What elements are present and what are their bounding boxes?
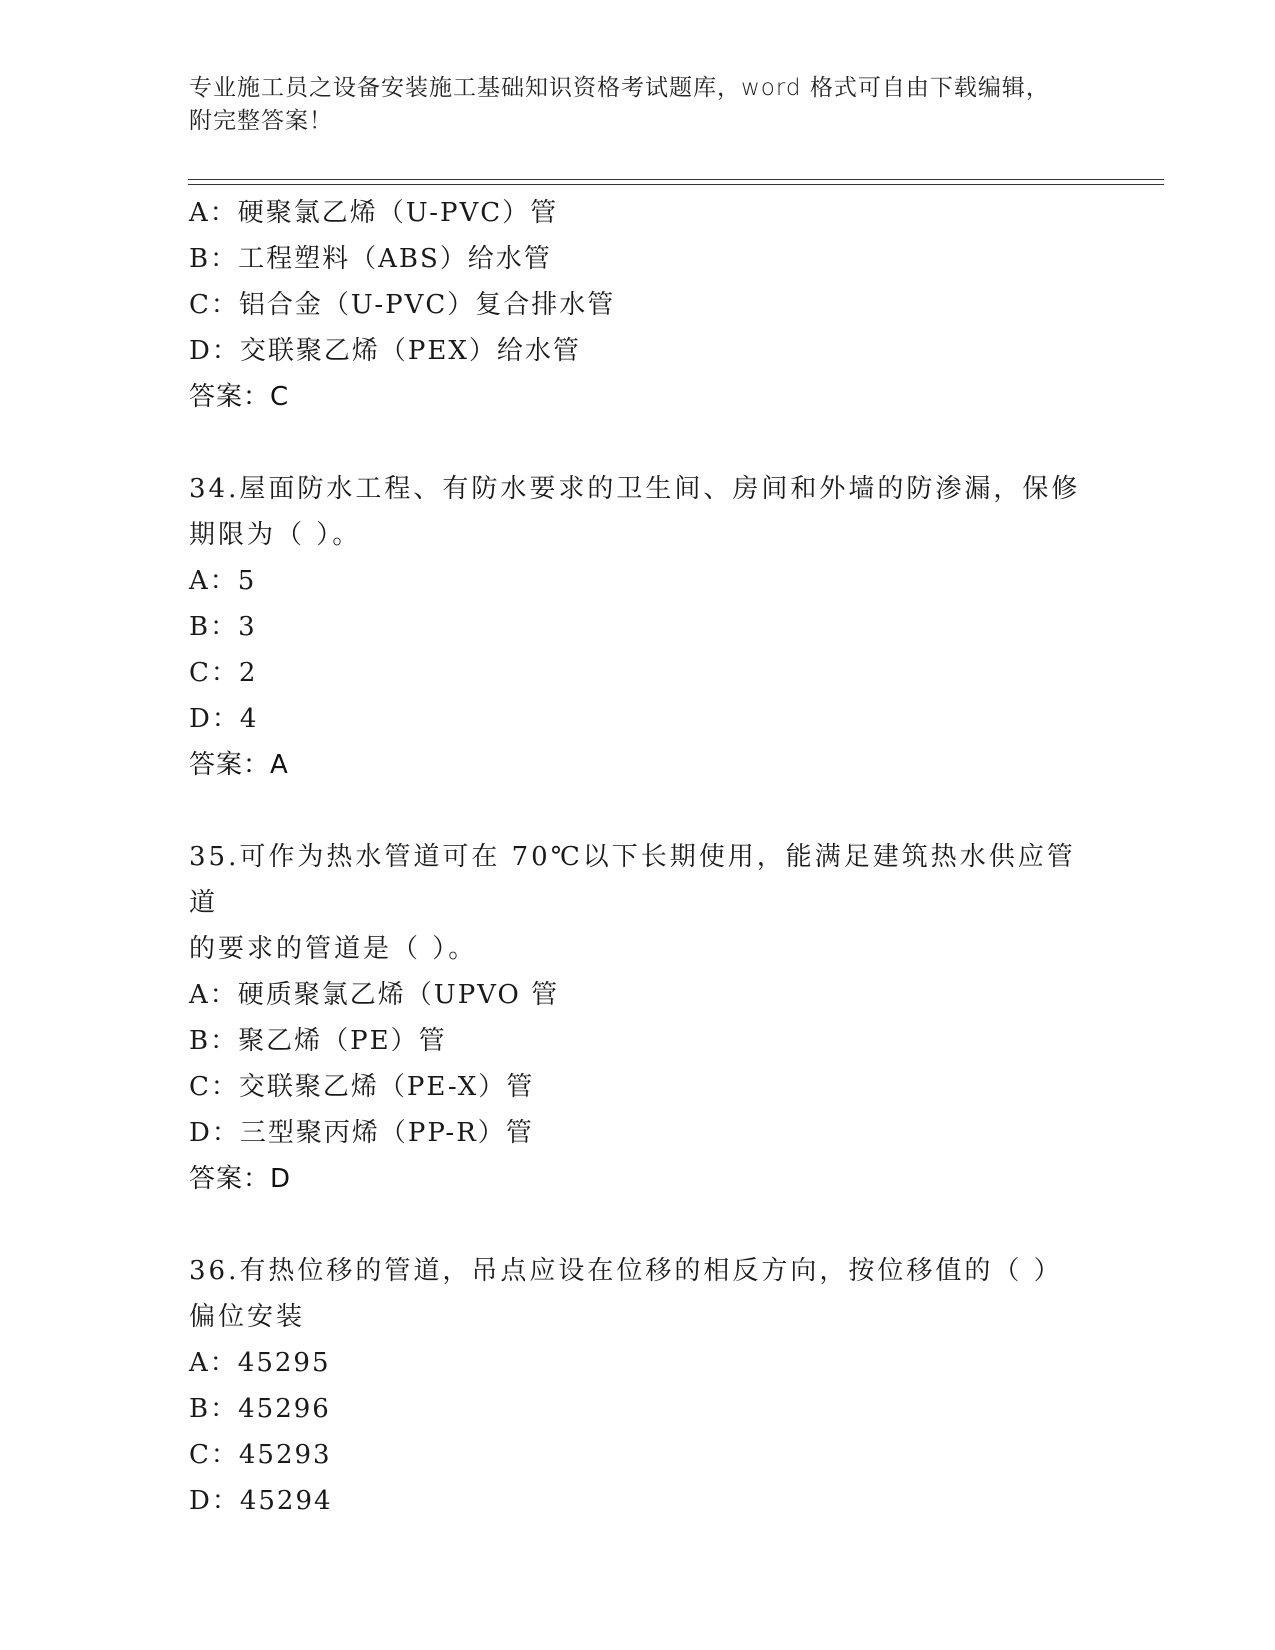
question-stem: 36.有热位移的管道，吊点应设在位移的相反方向，按位移值的（ ） [189,1256,1063,1286]
option-b: B：45296 [189,1394,331,1424]
header-line-1: 专业施工员之设备安装施工基础知识资格考试题库，word 格式可自由下载编辑， [189,75,1050,101]
question-stem-continued: 期限为（ ）。 [189,520,362,550]
option-d: D：三型聚丙烯（PP-R）管 [189,1118,534,1148]
option-a: A：5 [189,566,257,596]
answer-label: 答案：A [189,750,289,780]
spacer [189,1202,1089,1248]
question-36 [189,1248,1089,1524]
option-d: D：交联聚乙烯（PEX）给水管 [189,336,581,366]
answer-label: 答案：D [189,1164,292,1194]
option-b: B：工程塑料（ABS）给水管 [189,244,552,274]
option-d: D：4 [189,704,259,734]
spacer [189,788,1089,834]
question-list [189,190,1089,1524]
header-line-2: 附完整答案！ [189,108,333,134]
option-a: A：硬质聚氯乙烯（UPVO 管 [189,980,560,1010]
question-stem: 34.屋面防水工程、有防水要求的卫生间、房间和外墙的防渗漏，保修 [189,474,1081,504]
option-c: C：铝合金（U-PVC）复合排水管 [189,290,616,320]
document-header [189,72,1089,138]
question-35 [189,834,1089,1202]
option-c: C：交联聚乙烯（PE-X）管 [189,1072,535,1102]
option-c: C：2 [189,658,258,688]
option-a: A：45295 [189,1348,331,1378]
option-b: B：3 [189,612,257,642]
option-a: A：硬聚氯乙烯（U-PVC）管 [189,198,559,228]
question-stem-continued: 偏位安装 [189,1302,306,1332]
question-stem: 35.可作为热水管道可在 70℃以下长期使用，能满足建筑热水供应管道 [189,842,1076,918]
spacer [189,420,1089,466]
option-c: C：45293 [189,1440,332,1470]
header-divider-bottom [188,184,1164,185]
question-34 [189,466,1089,788]
question-33 [189,190,1089,420]
header-divider-top [188,179,1164,180]
question-stem-continued: 的要求的管道是（ ）。 [189,934,478,964]
answer-label: 答案：C [189,382,290,412]
option-b: B：聚乙烯（PE）管 [189,1026,447,1056]
option-d: D：45294 [189,1486,333,1516]
